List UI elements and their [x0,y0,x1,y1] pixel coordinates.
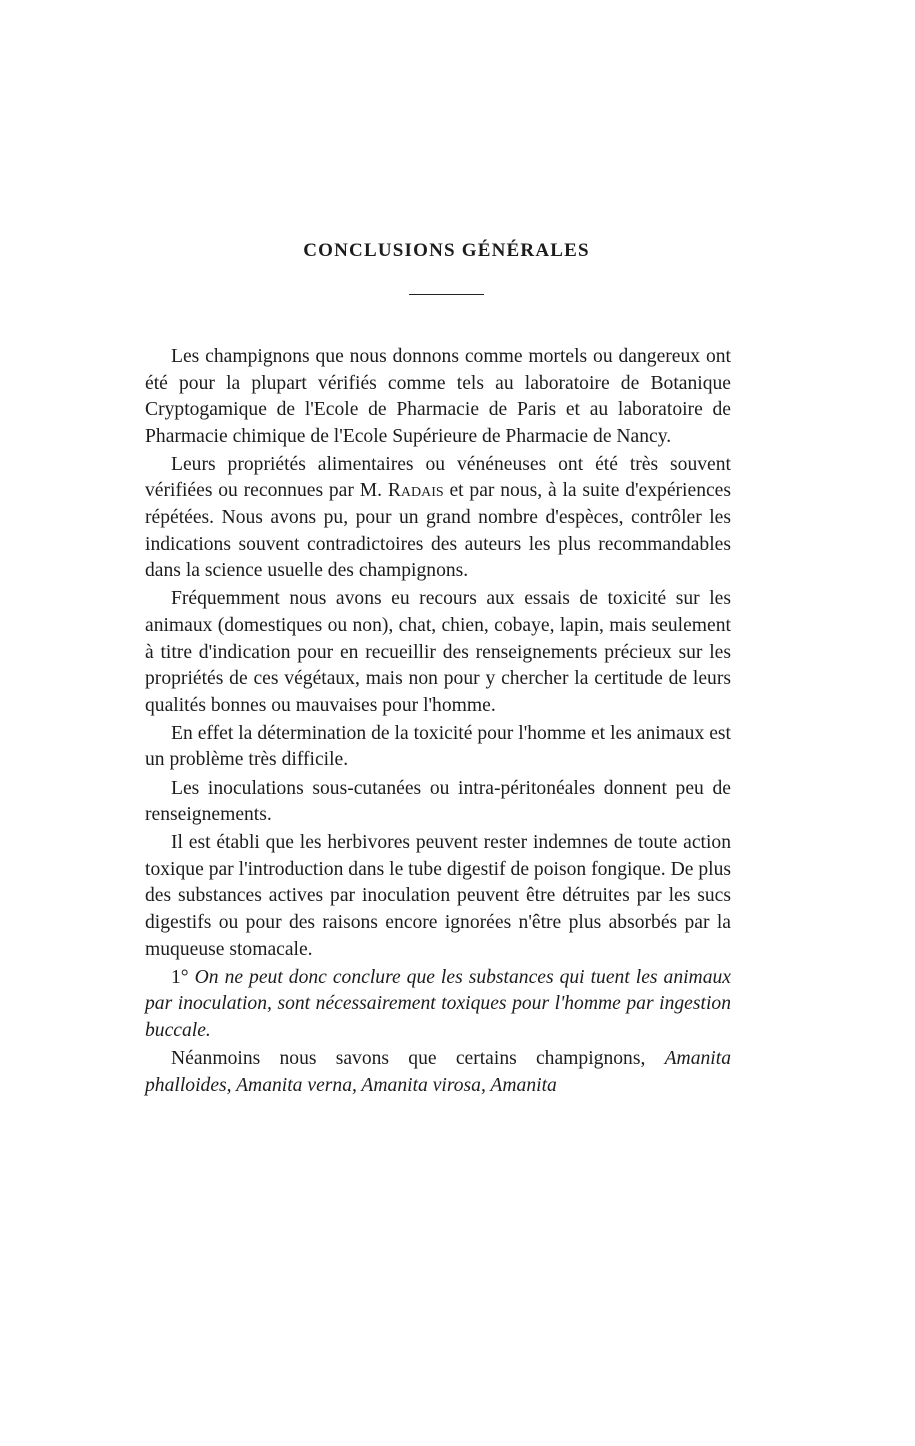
paragraph-2 [145,452,731,585]
paragraph-2-start: Leurs propriétés alimentaires ou vénéneuses ont été très souvent vérifiées ou reconnues par M. [145,453,731,502]
paragraph-8 [145,1046,731,1099]
title-divider [409,294,484,295]
paragraph-3: Fréquemment nous avons eu recours aux essais de toxicité sur les animaux (domestiques ou non), chat, chien, cobaye, lapin, mais seulement à titre d'indication pour en recueillir des renseignements précieux sur les propriétés de ces végétaux, mais non pour y chercher la certitude de leurs qualités bonnes ou mauvaises pour l'homme. [145,588,731,716]
paragraph-1: Les champignons que nous donnons comme mortels ou dangereux ont été pour la plupart vérifiés comme tels au laboratoire de Botanique Cryptogamique de l'Ecole de Pharmacie de Paris et au laboratoire de Pharmacie chimique de l'Ecole Supérieure de Pharmacie de Nancy. [145,346,731,447]
body-text [145,344,731,1101]
paragraph-4: En effet la détermination de la toxicité pour l'homme et les animaux est un problème très difficile. [145,722,731,771]
paragraph-8-start: Néanmoins nous savons que certains champignons, [171,1047,665,1069]
paragraph-5: Les inoculations sous-cutanées ou intra-péritonéales donnent peu de renseignements. [145,777,731,826]
author-name: Radais [387,480,444,502]
conclusion-1 [145,965,731,1045]
section-title: CONCLUSIONS GÉNÉRALES [303,240,590,261]
paragraph-6: Il est établi que les herbivores peuvent rester indemnes de toute action toxique par l'introduction dans le tube digestif de poison fongique. De plus des substances actives par inoculation peuvent être détruites par les sucs digestifs ou pour des raisons encore ignorées n'être plus absorbés par la muqueuse stomacale. [145,832,731,960]
species-list: Amanita phalloides, Amanita verna, Amanita virosa, Amanita [145,1047,731,1096]
conclusion-number: 1° [171,966,189,988]
paragraph-2-end: et par nous, à la suite d'expériences répétées. Nous avons pu, pour un grand nombre d'espèces, contrôler les indications souvent contradictoires des auteurs les plus recommandables dans la science usuelle des champignons. [145,480,732,582]
conclusion-text: On ne peut donc conclure que les substances qui tuent les animaux par inoculation, sont nécessairement toxiques pour l'homme par ingestion buccale. [145,966,731,1041]
